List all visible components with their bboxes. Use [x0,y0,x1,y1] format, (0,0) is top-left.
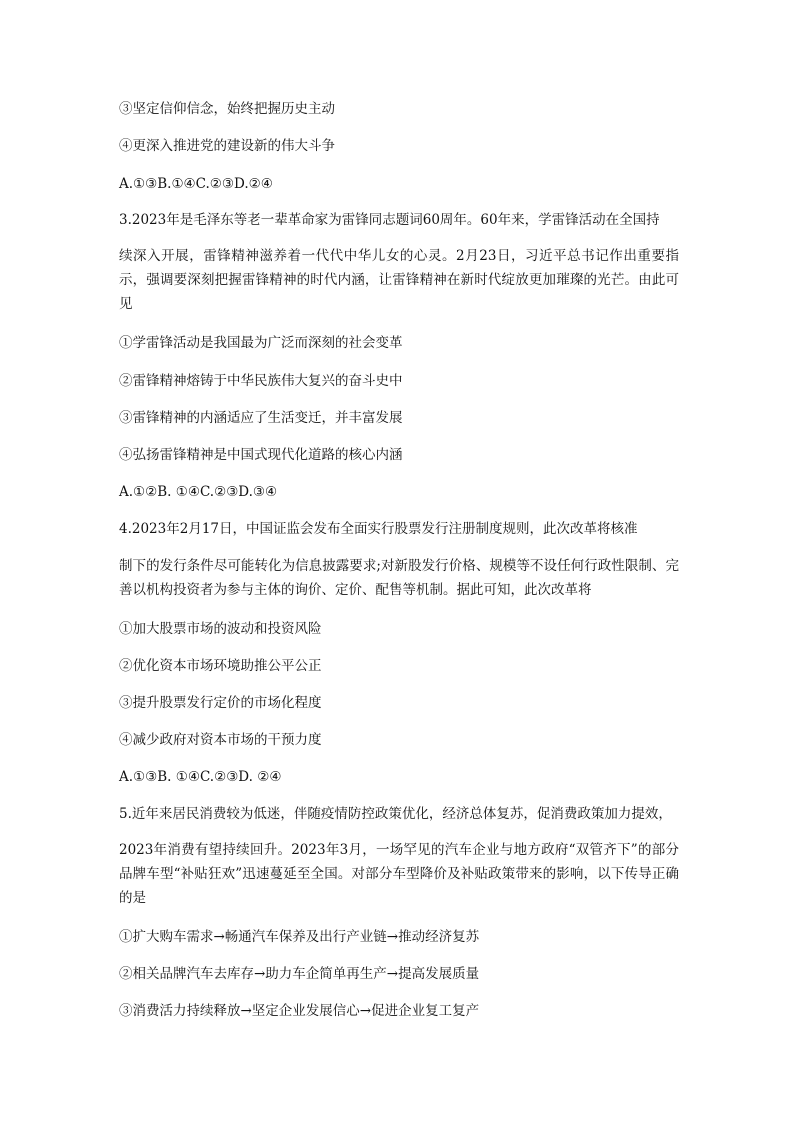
question-5-stem: 5.近年来居民消费较为低迷，伴随疫情防控政策优化，经济总体复苏，促消费政策加力提效， [119,806,672,822]
question-3-stem-continued: 续深入开展，雷锋精神滋养着一代代中华儿女的心灵。2月23日，习近平总书记作出重要指示，强调要深刻把握雷锋精神的时代内涵，让雷锋精神在新时代绽放更加璀璨的光芒。由此可见 [119,248,679,312]
option-4: ④更深入推进党的建设新的伟大斗争 [119,138,335,154]
option-3: ③提升股票发行定价的市场化程度 [119,695,322,711]
question-5-stem-continued: 2023年消费有望持续回升。2023年3月，一场罕见的汽车企业与地方政府“双管齐下”的部分品牌车型“补贴狂欢”迅速蔓延至全国。对部分车型降价及补贴政策带来的影响，以下传导正确的是 [119,842,679,906]
option-1: ①加大股票市场的波动和投资风险 [119,621,322,637]
option-2: ②相关品牌汽车去库存→助力车企简单再生产→提高发展质量 [119,966,480,982]
option-3: ③坚定信仰信念，始终把握历史主动 [119,101,335,117]
answer-choices: A.①③B. ①④C.②③D. ②④ [119,769,282,785]
option-2: ②雷锋精神熔铸于中华民族伟大复兴的奋斗史中 [119,373,403,389]
option-1: ①学雷锋活动是我国最为广泛而深刻的社会变革 [119,335,403,351]
option-1: ①扩大购车需求→畅通汽车保养及出行产业链→推动经济复苏 [119,929,480,945]
option-4: ④弘扬雷锋精神是中国式现代化道路的核心内涵 [119,447,403,463]
option-3: ③雷锋精神的内涵适应了生活变迁，并丰富发展 [119,410,403,426]
question-3-stem: 3.2023年是毛泽东等老一辈革命家为雷锋同志题词60周年。60年来，学雷锋活动在全国持 [119,212,660,228]
option-3: ③消费活力持续释放→坚定企业发展信心→促进企业复工复产 [119,1003,480,1019]
question-4-stem: 4.2023年2月17日，中国证监会发布全面实行股票发行注册制度规则，此次改革将核准 [119,521,638,537]
answer-choices: A.①②B. ①④C.②③D.③④ [119,484,278,500]
answer-choices: A.①③B.①④C.②③D.②④ [119,176,273,192]
option-4: ④减少政府对资本市场的干预力度 [119,732,322,748]
option-2: ②优化资本市场环境助推公平公正 [119,658,322,674]
question-4-stem-continued: 制下的发行条件尽可能转化为信息披露要求;对新股发行价格、规模等不设任何行政性限制、完善以机构投资者为参与主体的询价、定价、配售等机制。据此可知，此次改革将 [119,558,679,598]
